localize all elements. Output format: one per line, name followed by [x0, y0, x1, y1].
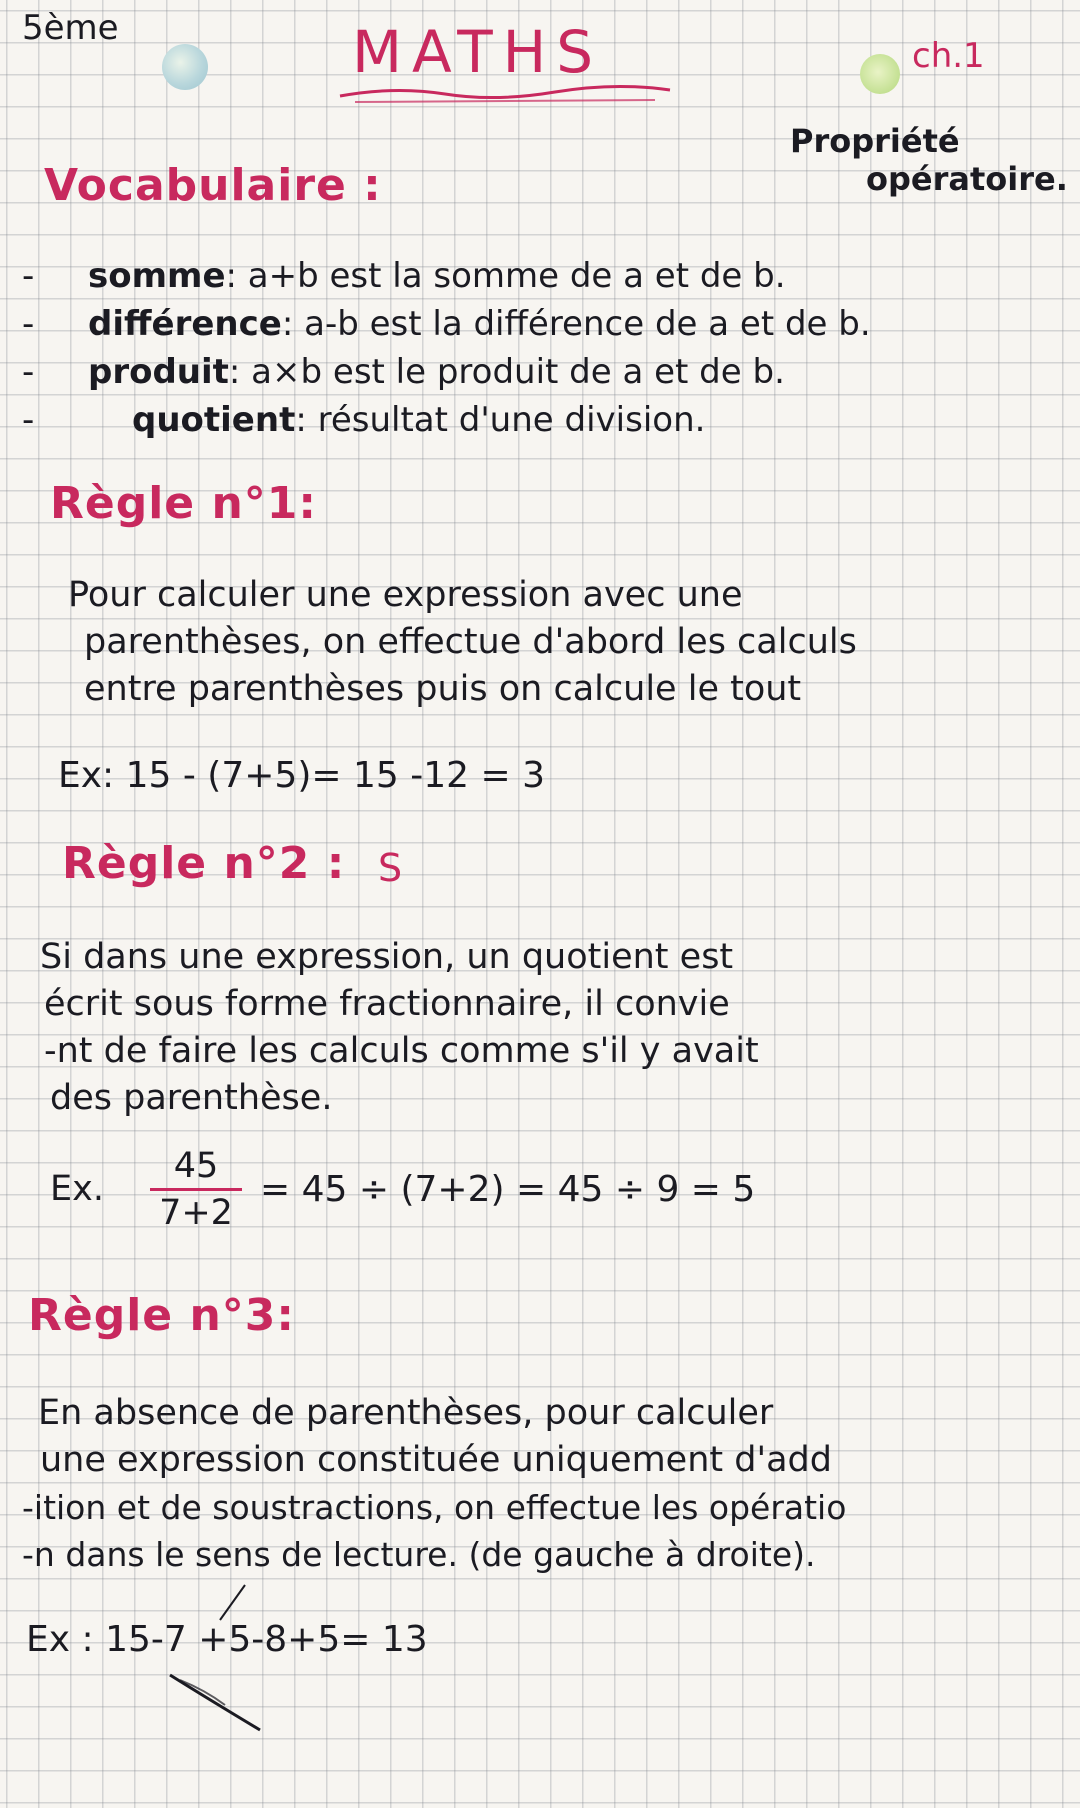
- binder-hole-right: [860, 54, 900, 94]
- topic-line-1: Propriété: [790, 122, 960, 160]
- rule-1-example: Ex: 15 - (7+5)= 15 -12 = 3: [58, 755, 545, 796]
- rule-3-line-3: -ition et de soustractions, on effectue les opératio: [22, 1488, 847, 1527]
- rule-2-heading: Règle n°2 :: [62, 838, 346, 889]
- rule-1-line-2: parenthèses, on effectue d'abord les calculs: [84, 622, 857, 662]
- binder-hole-left: [162, 44, 208, 90]
- chapter-label: ch.1: [912, 36, 985, 76]
- rule-2-line-3: -nt de faire les calculs comme s'il y avait: [44, 1031, 759, 1071]
- fraction-bar: [150, 1188, 242, 1191]
- page-title: MATHS: [352, 18, 604, 86]
- fraction-denominator: 7+2: [159, 1193, 233, 1233]
- list-item: - somme : a+b est la somme de a et de b.: [22, 256, 786, 296]
- rule-1-heading: Règle n°1:: [50, 478, 317, 529]
- rule-1-line-3: entre parenthèses puis on calcule le tout: [84, 669, 802, 709]
- topic-line-2: opératoire.: [866, 160, 1068, 198]
- rule-2-mark: S: [378, 846, 403, 890]
- rule-2-line-1: Si dans une expression, un quotient est: [40, 937, 734, 977]
- rule-1-line-1: Pour calculer une expression avec une: [68, 575, 743, 615]
- grade-label: 5ème: [22, 8, 119, 48]
- rule-3-line-2: une expression constituée uniquement d'add: [40, 1440, 832, 1480]
- rule-2-example-rest: = 45 ÷ (7+2) = 45 ÷ 9 = 5: [260, 1169, 756, 1210]
- rule-3-heading: Règle n°3:: [28, 1290, 295, 1341]
- vocabulary-list: [22, 252, 871, 444]
- rule-2-line-4: des parenthèse.: [50, 1078, 333, 1118]
- rule-3-line-4: -n dans le sens de lecture. (de gauche à droite).: [22, 1535, 816, 1574]
- list-item: - produit : a×b est le produit de a et de b.: [22, 352, 785, 392]
- rule-2-example-fraction: [150, 1146, 242, 1233]
- fraction-numerator: 45: [173, 1146, 219, 1186]
- pen-scribble: [150, 1580, 270, 1740]
- rule-2-example-prefix: Ex.: [50, 1169, 104, 1209]
- rule-2-line-2: écrit sous forme fractionnaire, il convie: [44, 984, 730, 1024]
- title-underline-scribble: [335, 78, 675, 108]
- list-item: - différence : a-b est la différence de a et de b.: [22, 304, 871, 344]
- list-item: - quotient : résultat d'une division.: [22, 400, 706, 440]
- rule-3-line-1: En absence de parenthèses, pour calculer: [38, 1393, 774, 1433]
- rule-3-example: Ex : 15-7 +5-8+5= 13: [26, 1619, 428, 1660]
- vocabulary-heading: Vocabulaire :: [44, 160, 382, 211]
